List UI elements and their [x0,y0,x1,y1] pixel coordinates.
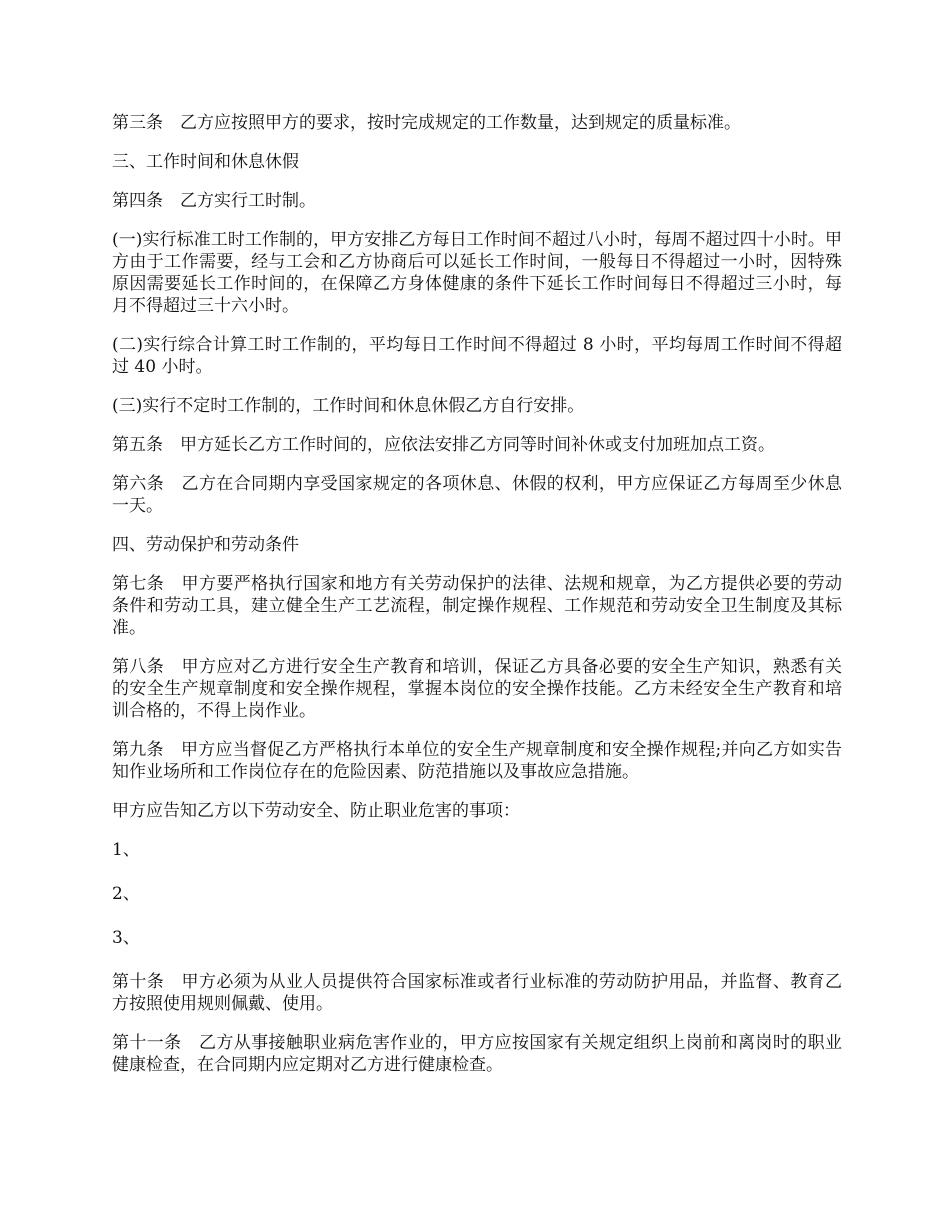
article-4-item-1: (一)实行标准工时工作制的，甲方安排乙方每日工作时间不超过八小时，每周不超过四十小时。甲方由于工作需要，经与工会和乙方协商后可以延长工作时间，一般每日不得超过一小时，因特殊原因需要延长工作时间的，在保障乙方身体健康的条件下延长工作时间每日不得超过三小时，每月不得超过三十六小时。 [112,230,842,316]
article-6: 第六条 乙方在合同期内享受国家规定的各项休息、休假的权利，甲方应保证乙方每周至少休息一天。 [112,474,842,516]
article-7: 第七条 甲方要严格执行国家和地方有关劳动保护的法律、法规和规章，为乙方提供必要的劳动条件和劳动工具，建立健全生产工艺流程，制定操作规程、工作规范和劳动安全卫生制度及其标准。 [112,574,842,638]
article-9: 第九条 甲方应当督促乙方严格执行本单位的安全生产规章制度和安全操作规程;并向乙方如实告知作业场所和工作岗位存在的危险因素、防范措施以及事故应急措施。 [112,740,842,782]
article-5: 第五条 甲方延长乙方工作时间的，应依法安排乙方同等时间补休或支付加班加点工资。 [112,435,775,455]
section-heading-work-time: 三、工作时间和休息休假 [112,152,299,172]
list-item: 3、 [112,928,140,948]
article-8: 第八条 甲方应对乙方进行安全生产教育和培训，保证乙方具备必要的安全生产知识，熟悉有关的安全生产规章制度和安全操作规程，掌握本岗位的安全操作技能。乙方未经安全生产教育和培训合格的，不得上岗作业。 [112,657,842,721]
article-3: 第三条 乙方应按照甲方的要求，按时完成规定的工作数量，达到规定的质量标准。 [112,113,741,133]
notice-intro: 甲方应告知乙方以下劳动安全、防止职业危害的事项： [112,801,520,821]
article-4-item-2: (二)实行综合计算工时工作制的，平均每日工作时间不得超过 8 小时，平均每周工作时间不得超过 40 小时。 [112,335,842,377]
section-heading-labor-protection: 四、劳动保护和劳动条件 [112,535,299,555]
document-page [112,112,842,1093]
article-4-item-3: (三)实行不定时工作制的，工作时间和休息休假乙方自行安排。 [112,396,585,416]
article-4: 第四条 乙方实行工时制。 [112,191,316,211]
article-10: 第十条 甲方必须为从业人员提供符合国家标准或者行业标准的劳动防护用品，并监督、教育乙方按照使用规则佩戴、使用。 [112,972,842,1014]
list-item: 1、 [112,840,140,860]
article-11: 第十一条 乙方从事接触职业病危害作业的，甲方应按国家有关规定组织上岗前和离岗时的职业健康检查，在合同期内应定期对乙方进行健康检查。 [112,1033,842,1075]
list-item: 2、 [112,884,140,904]
